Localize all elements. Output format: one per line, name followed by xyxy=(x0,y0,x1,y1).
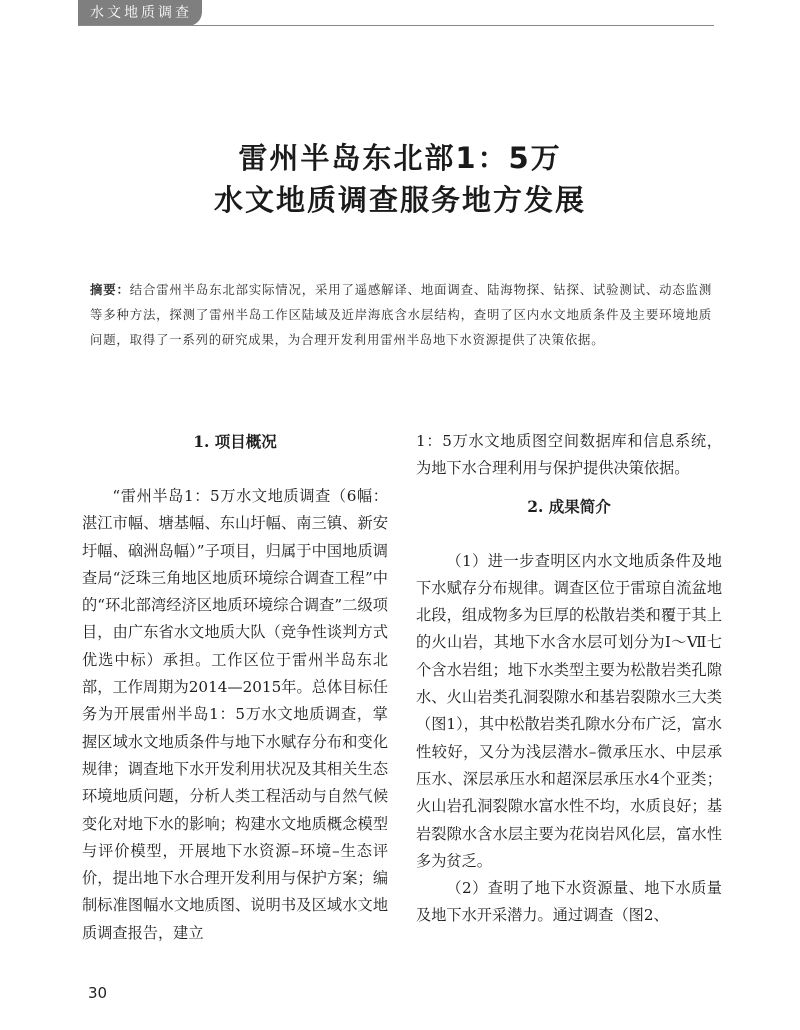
section-2-paragraph-1: （1）进一步查明区内水文地质条件及地下水赋存分布规律。调查区位于雷琼自流盆地北段，组成物多为巨厚的松散岩类和覆于其上的火山岩，其地下水含水层可划分为Ⅰ～Ⅶ七个含水岩组；地下水类型主要为松散岩类孔隙水、火山岩类孔洞裂隙水和基岩裂隙水三大类（图1），其中松散岩类孔隙水分布广泛，富水性较好，又分为浅层潜水–微承压水、中层承压水、深层承压水和超深层承压水4个亚类；火山岩孔洞裂隙水富水性不均，水质良好；基岩裂隙水含水层主要为花岗岩风化层，富水性多为贫乏。 xyxy=(416,551,722,870)
section-2-paragraph-2: （2）查明了地下水资源量、地下水质量及地下水开采潜力。通过调查（图2、 xyxy=(416,879,722,925)
abstract xyxy=(90,277,712,352)
running-header-label: 水文地质调查 xyxy=(78,0,202,26)
abstract-text: 结合雷州半岛东北部实际情况，采用了遥感解译、地面调查、陆海物探、钻探、试验测试、动态监测等多种方法，探测了雷州半岛工作区陆域及近岸海底含水层结构，查明了区内水文地质条件及主要环境地质问题，取得了一系列的研究成果，为合理开发利用雷州半岛地下水资源提供了决策依据。 xyxy=(90,282,713,347)
abstract-label: 摘要： xyxy=(90,282,130,297)
section-1-heading: 1. 项目概况 xyxy=(193,432,277,451)
left-column xyxy=(82,428,388,947)
article-title-line-2: 水文地质调查服务地方发展 xyxy=(213,183,586,217)
section-1-paragraph: “雷州半岛1：5万水文地质调查（6幅：湛江市幅、塘基幅、东山圩幅、南三镇、新安圩幅、硇洲岛幅）”子项目，归属于中国地质调查局“泛珠三角地区地质环境综合调查工程”中的“环北部湾经济区地质环境综合调查”二级项目，由广东省水文地质大队（竞争性谈判方式优选中标）承担。工作区位于雷州半岛东北部，工作周期为2014—2015年。总体目标任务为开展雷州半岛1：5万水文地质调查，掌握区域水文地质条件与地下水赋存分布和变化规律；调查地下水开发利用状况及其相关生态环境地质问题，分析人类工程活动与自然气候变化对地下水的影响；构建水文地质概念模型与评价模型，开展地下水资源–环境–生态评价，提出地下水合理开发利用与保护方案；编制标准图幅水文地质图、说明书及区域水文地质调查报告，建立 xyxy=(82,487,388,942)
right-column xyxy=(416,428,722,930)
article-title-line-1: 雷州半岛东北部1：5万 xyxy=(238,141,562,175)
section-2-heading: 2. 成果简介 xyxy=(527,496,611,516)
header-rule xyxy=(78,25,714,26)
section-1-paragraph-continued: 1：5万水文地质图空间数据库和信息系统，为地下水合理利用与保护提供决策依据。 xyxy=(416,432,722,478)
page-number: 30 xyxy=(88,984,108,1002)
